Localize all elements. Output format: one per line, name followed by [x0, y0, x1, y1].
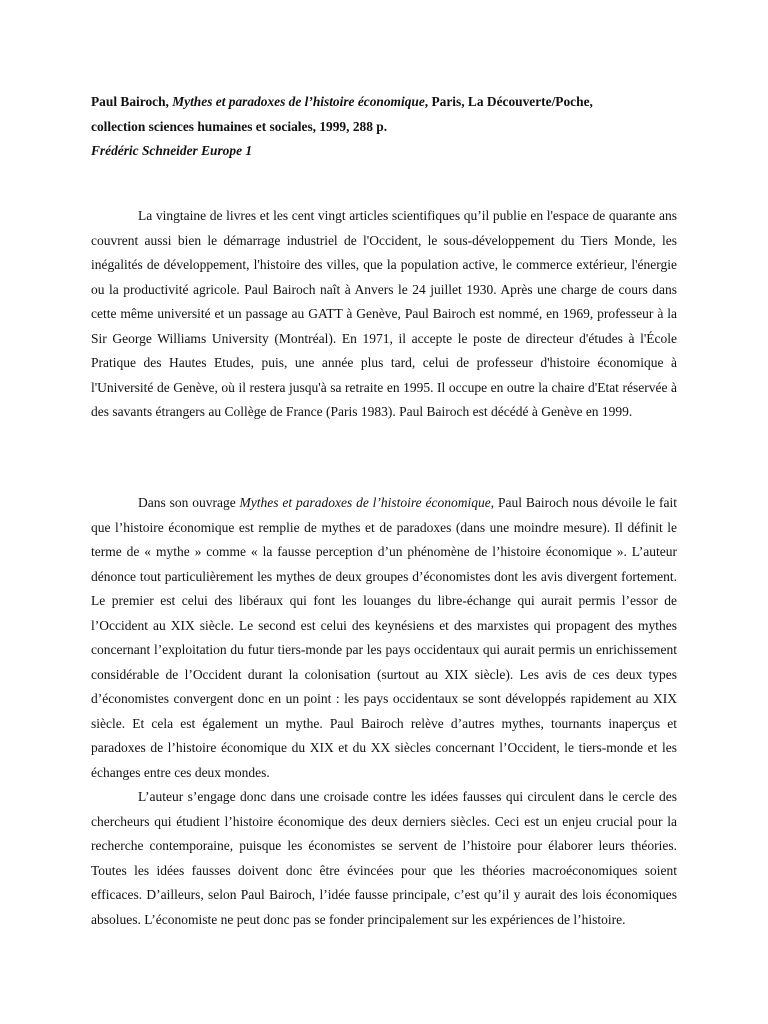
bibliographic-header	[91, 90, 691, 164]
reviewer-line	[91, 139, 691, 164]
paragraph-biography	[91, 204, 677, 425]
citation-line-1	[91, 90, 691, 115]
paragraph-2-book-title: Mythes et paradoxes de l’histoire économique	[239, 495, 491, 510]
paragraph-2-intro: Dans son ouvrage	[138, 495, 240, 510]
paragraph-3: L’auteur s’engage donc dans une croisade contre les idées fausses qui circulent dans le cercle des chercheurs qui étudient l’histoire économique des deux derniers siècles. Ceci est un enjeu crucial pour la recherche contemporaine, puisque les économistes se servent de l’histoire pour élaborer leurs théories. Toutes les idées fausses doivent donc être évincées pour que les théories macroéconomiques soient efficaces. D’ailleurs, selon Paul Bairoch, l’idée fausse principale, c’est qu’il y aurait des lois économiques absolues. L’économiste ne peut donc pas se fonder principalement sur les expériences de l’histoire.	[91, 789, 677, 927]
paragraph-1: La vingtaine de livres et les cent vingt articles scientifiques qu’il publie en l'espace de quarante ans couvrent aussi bien le démarrage industriel de l'Occident, le sous-développement du Tiers Monde, les inégalités de développement, l'histoire des villes, que la population active, le commerce extérieur, l'énergie ou la productivité agricole. Paul Bairoch naît à Anvers le 24 juillet 1930. Après une charge de cours dans cette même université et un passage au GATT à Genève, Paul Bairoch est nommé, en 1969, professeur à la Sir George Williams University (Montréal). En 1971, il accepte le poste de directeur d'études à l'École Pratique des Hautes Etudes, puis, une année plus tard, celui de professeur d'histoire économique à l'Université de Genève, où il restera jusqu'à sa retraite en 1995. Il occupe en outre la chaire d'Etat réservée à des savants étrangers au Collège de France (Paris 1983). Paul Bairoch est décédé à Genève en 1999.	[91, 208, 677, 419]
paragraph-2	[91, 491, 677, 785]
author-name: Paul Bairoch,	[91, 94, 173, 109]
reviewer-name: Frédéric Schneider Europe 1	[91, 143, 253, 158]
book-title: Mythes et paradoxes de l’histoire économique	[172, 94, 425, 109]
publisher-info: , Paris, La Découverte/Poche,	[424, 94, 593, 109]
paragraph-2-body: , Paul Bairoch nous dévoile le fait que l’histoire économique est remplie de mythes et de paradoxes (dans une moindre mesure). Il définit le terme de « mythe » comme « la fausse perception d’un phénomène de l’histoire économique ». L’auteur dénonce tout particulièrement les mythes de deux groupes d’économistes dont les avis divergent fortement. Le premier est celui des libéraux qui font les louanges du libre-échange qui aurait permis l’essor de l’Occident au XIX siècle. Le second est celui des keynésiens et des marxistes qui propagent des mythes concernant l’exploitation du futur tiers-monde par les pays occidentaux qui aurait permis un enrichissement considérable de l’Occident durant la colonisation (surtout au XIX siècle). Les avis de ces deux types d’économistes convergent donc en un point : les pays occidentaux se sont développés rapidement au XIX siècle. Et cela est également un mythe. Paul Bairoch relève d’autres mythes, tournants inaperçus et paradoxes de l’histoire économique du XIX et du XX siècles concernant l’Occident, le tiers-monde et les échanges entre ces deux mondes.	[91, 495, 677, 780]
citation-line-2: collection sciences humaines et sociales, 1999, 288 p.	[91, 118, 388, 134]
review-section	[91, 491, 677, 932]
